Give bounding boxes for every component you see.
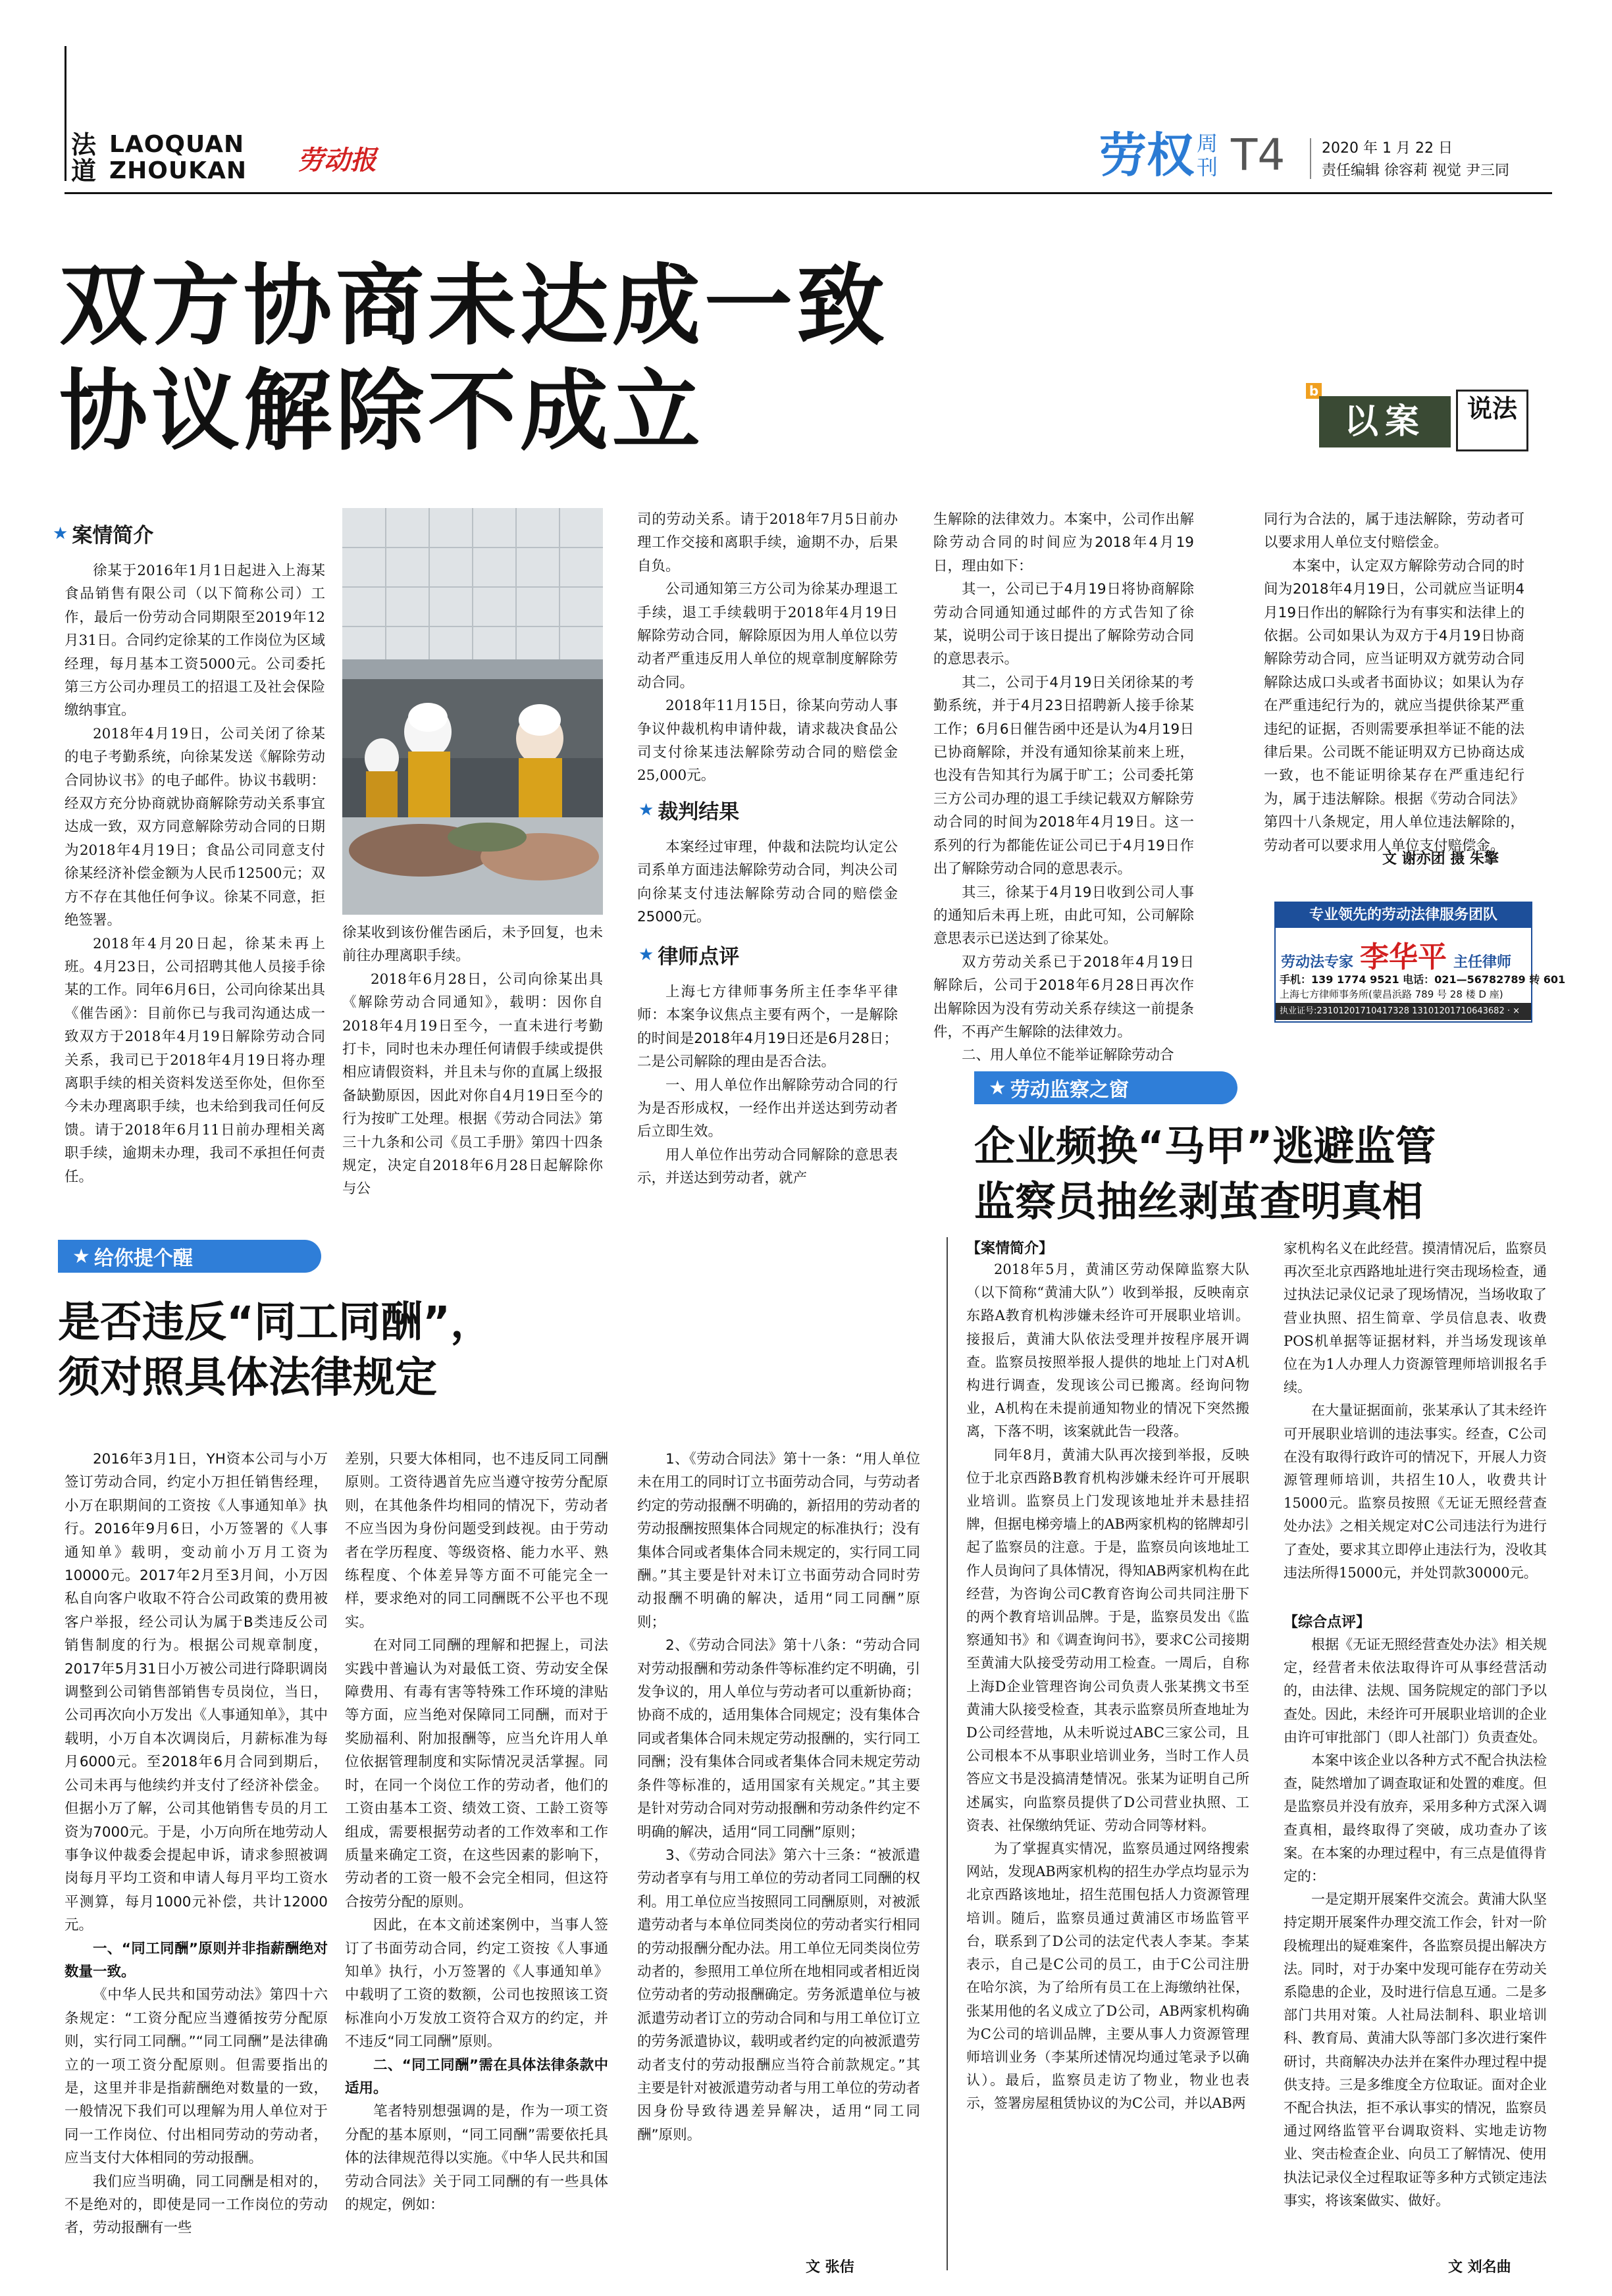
masthead-cn-1: 法 xyxy=(71,130,97,159)
paragraph: 本案中该企业以各种方式不配合执法检查，陡然增加了调查取证和处置的难度。但是监察员并没有放弃，采用多种方式深入调查真相，最终取得了突破，成功查办了该案。在本案的办理过程中，有三点是值得肯定的： xyxy=(1284,1752,1547,1885)
star-icon: ★ xyxy=(72,1244,90,1268)
column-divider xyxy=(947,1237,948,2270)
paragraph: 2018年4月20日起，徐某未再上班。4月23日，公司招聘其他人员接手徐某的工作。同年6月6日，公司向徐某出具《催告函》：目前你已与我司沟通达成一致双方于2018年4月19日解除劳动合同关系，我司已于2018年4月19日将办理离职手续的相关资料发送至你处，但你至今未办理离职手续，也未给到我司任何反馈。请于2018年6月11日前办理相关离职手续，逾期未办理，我司不承担任何责任。 xyxy=(65,935,325,1185)
paragraph: 司的劳动关系。请于2018年7月5日前办理工作交接和离职手续，逾期不办，后果自负。 xyxy=(637,511,898,574)
ad-phone: 手机：139 1774 9521 电话：021—56782789 转 601 xyxy=(1280,973,1566,986)
paragraph: 2018年5月，黄浦区劳动保障监察大队（以下简称“黄浦大队”）收到举报，反映南京东路A教育机构涉嫌未经许可开展职业培训。接报后，黄浦大队依法受理并按程序展开调查。监察员按照举报人提供的地址上门对A机构进行调查，发现该公司已搬离。经询问物业，A机构在未提前通知物业的情况下突然搬离，下落不明，该案就此告一段落。 xyxy=(966,1262,1249,1440)
tag-label: 劳动监察之窗 xyxy=(1010,1079,1129,1102)
paragraph: 本案中，认定双方解除劳动合同的时间为2018年4月19日，公司就应当证明4月19日作出的解除行为有事实和法律上的依据。公司如果认为双方于4月19日协商解除劳动合同，应当证明双方就劳动合同解除达成口头或者书面协议；如果认为存在严重违纪行为的，就应当提供徐某严重违纪的证据，否则需要承担举证不能的法律后果。公司既不能证明双方已协商达成一致，也不能证明徐某存在严重违纪行为，属于违法解除。根据《劳动合同法》第四十八条规定，用人单位违法解除的，劳动者可以要求用人单位支付赔偿金。 xyxy=(1264,557,1524,854)
lead-col-3-lawyer xyxy=(637,981,898,1204)
subheading: 一、“同工同酬”原则并非指薪酬绝对数量一致。 xyxy=(65,1940,328,1980)
paragraph: 在对同工同酬的理解和把握上，司法实践中普遍认为对最低工资、劳动安全保障费用、有毒有害等特殊工作环境的津贴等方面，应当绝对保障同工同酬，而对于奖励福利、附加报酬等，应当允许用人单位依据管理制度和实际情况灵活掌握。同时，在同一个岗位工作的劳动者，他们的工资由基本工资、绩效工资、工龄工资等组成，需要根据劳动者的工作效率和工作质量来确定工资，在这些因素的影响下，劳动者的工资一般不会完全相同，但这符合按劳分配的原则。 xyxy=(345,1637,608,1910)
paragraph: 家机构名义在此经营。摸清情况后，监察员再次至北京西路地址进行突击现场检查，通过执法记录仪记录了现场情况，当场收取了营业执照、招生简章、学员信息表、收费POS机单据等证据材料，并当场发现该单位在为1人办理人力资源管理师培训报名手续。 xyxy=(1284,1240,1547,1396)
article2-byline: 文 张佶 xyxy=(799,2256,854,2276)
paragraph: 1、《劳动合同法》第十一条：“用人单位未在用工的同时订立书面劳动合同，与劳动者约定的劳动报酬不明确的，新招用的劳动者的劳动报酬按照集体合同规定的标准执行；没有集体合同或者集体合同未规定的，实行同工同酬。”其主要是针对未订立书面劳动合同时劳动报酬不明确的解决，适用“同工同酬”原则； xyxy=(637,1451,921,1631)
paragraph: 3、《劳动合同法》第六十三条：“被派遣劳动者享有与用工单位的劳动者同工同酬的权利。用工单位应当按照同工同酬原则，对被派遣劳动者与本单位同类岗位的劳动者实行相同的劳动报酬分配办法。用工单位无同类岗位劳动者的，参照用工单位所在地相同或者相近岗位劳动者的劳动报酬确定。劳务派遣单位与被派遣劳动者订立的劳动合同和与用工单位订立的劳务派遣协议，载明或者约定的向被派遣劳动者支付的劳动报酬应当符合前款规定。”其主要是针对被派遣劳动者与用工单位的劳动者因身份导致待遇差异解决，适用“同工同酬”原则。 xyxy=(637,1847,921,2143)
subheading: 二、“同工同酬”需在具体法律条款中适用。 xyxy=(345,2056,608,2097)
article3-byline: 文 刘名曲 xyxy=(1442,2256,1511,2276)
paragraph: 在大量证据面前，张某承认了其未经许可开展职业培训的违法事实。经查，C公司在没有取得行政许可的情况下，开展人力资源管理师培训，共招生10人，收费共计15000元。监察员按照《无证无照经营查处办法》之相关规定对C公司违法行为进行了查处，要求其立即停止违法行为，没收其违法所得15000元，并处罚款30000元。 xyxy=(1284,1402,1547,1581)
brand-logo: 劳动报 xyxy=(298,145,377,176)
lead-headline-line-2: 协议解除不成立 xyxy=(59,360,705,463)
paragraph: 徐某收到该份催告函后，未予回复，也未前往办理离职手续。 xyxy=(342,925,603,965)
editors: 责任编辑 徐容莉 视觉 尹三同 xyxy=(1322,163,1509,179)
lead-col-4 xyxy=(933,508,1194,1064)
paragraph: 同行为合法的，属于违法解除，劳动者可以要求用人单位支付赔偿金。 xyxy=(1264,511,1524,551)
section-judge-label: 裁判结果 xyxy=(658,800,740,824)
article2-headline xyxy=(58,1295,492,1406)
paragraph: 2016年3月1日，YH资本公司与小万签订劳动合同，约定小万担任销售经理，小万在职期间的工资按《人事通知单》执行。2016年9月6日，小万签署的《人事通知单》载明，变动前小万月工资为10000元。2017年2月至3月间，小万因私自向客户收取不符合公司政策的费用被客户举报，经公司认为属于B类违反公司销售制度的行为。根据公司规章制度，2017年5月31日小万被公司进行降职调岗调整到公司销售部销售专员岗位，当日，公司再次向小万发出《人事通知单》，其中载明，小万自本次调岗后，月薪标准为每月6000元。至2018年6月合同到期后，公司未再与他续约并支付了经济补偿金。但据小万了解，公司其他销售专员的月工资为7000元。于是，小万向所在地劳动人事争议仲裁委会提起申诉，请求参照被调岗每月平均工资和申请人每月平均工资水平测算，每月1000元补偿，共计12000元。 xyxy=(65,1451,328,1934)
star-icon: ★ xyxy=(989,1076,1006,1100)
masthead-en-2: ZHOUKAN xyxy=(109,157,247,184)
section-name: 劳权 xyxy=(1099,127,1195,183)
lead-headline-line-1: 双方协商未达成一致 xyxy=(59,255,889,357)
paragraph: 同年8月，黄浦大队再次接到举报，反映位于北京西路B教育机构涉嫌未经许可开展职业培训。监察员上门发现该地址并未悬挂招牌，但据电梯旁墙上的AB两家机构的铭牌却引起了监察员的注意。于是，监察员向该地址工作人员询问了具体情况，得知AB两家机构在此经营，为咨询公司C教育咨询公司共同注册下的两个教育培训品牌。于是，监察员发出《监察通知书》和《调查询问书》，要求C公司接期至黄浦大队接受劳动用工检查。一周后，自称上海D企业管理咨询公司负责人张某携文书至黄浦大队接受检查，其表示监察员所查地址为D公司经营地，从未听说过ABC三家公司，且公司根本不从事职业培训业务，当时工作人员答应文书是没搞清楚情况。张某为证明自己所述属实，向监察员提供了D公司营业执照、工资表、社保缴纳凭证、劳动合同等材料。 xyxy=(966,1446,1249,1833)
article3-col-2 xyxy=(1284,1237,1547,1606)
paragraph: 《中华人民共和国劳动法》第四十六条规定：“工资分配应当遵循按劳分配原则，实行同工同酬。”“同工同酬”是法律确立的一项工资分配原则。但需要指出的是，这里并非是指薪酬绝对数量的一致，一般情况下我们可以理解为用人单位对于同一工作岗位、付出相同劳动的劳动者，应当支付大体相同的劳动报酬。 xyxy=(65,1987,328,2167)
masthead-en-1: LAOQUAN xyxy=(109,131,245,158)
lead-col-1 xyxy=(65,559,325,1217)
masthead-rule xyxy=(65,192,1552,194)
paragraph: 双方劳动关系已于2018年4月19日解除后，公司于2018年6月28日再次作出解除因为没有劳动关系存续这一前提条件，不再产生解除的法律效力。 xyxy=(933,954,1194,1040)
lawyer-ad xyxy=(1274,902,1566,1023)
paragraph: 2018年11月15日，徐某向劳动人事争议仲裁机构申请仲裁，请求裁决食品公司支付徐某违法解除劳动合同的赔偿金25,000元。 xyxy=(637,698,898,784)
article2-col-1 xyxy=(65,1448,328,2283)
lead-byline: 文 谢亦团 摄 朱擎 xyxy=(1382,851,1499,867)
paragraph: 二、用人单位不能举证解除劳动合 xyxy=(962,1047,1174,1064)
ad-address: 上海七方律师事务所(蒙昌浜路 789 号 28 楼 D 座) xyxy=(1280,988,1503,1000)
tag-reminder xyxy=(58,1240,321,1273)
weekly-1: 周 xyxy=(1197,131,1218,156)
paragraph: 其一，公司已于4月19日将协商解除劳动合同通知通过邮件的方式告知了徐某，说明公司于该日提出了解除劳动合同的意思表示。 xyxy=(933,581,1194,668)
paragraph: 2018年6月28日，公司向徐某出具《解除劳动合同通知》，载明：因你自2018年4月19日至今，一直未进行考勤打卡，同时也未办理任何请假手续或提供相应请假资料，并且未与你的直属上级报备缺勤原因，因此对你自4月19日至今的行为按旷工处理。根据《劳动合同法》第三十九条和公司《员工手册》第四十四条规定，决定自2018年6月28日起解除你与公 xyxy=(342,971,603,1198)
article3-headline-2: 监察员抽丝剥茧查明真相 xyxy=(974,1177,1424,1225)
lead-col-5 xyxy=(1264,508,1524,854)
article2-col-3 xyxy=(637,1448,920,2258)
paragraph: 2018年4月19日，公司关闭了徐某的电子考勤系统，向徐某发送《解除劳动合同协议书》的电子邮件。协议书载明：经双方充分协商就协商解除劳动关系事宜达成一致，双方同意解除劳动合同的日期为2018年4月19日；食品公司同意支付徐某经济补偿金额为人民币12500元；双方不存在其他任何争议。徐某不同意，拒绝签署。 xyxy=(65,725,325,929)
article3-headline xyxy=(974,1119,1436,1229)
ad-license: 执业证号:23101201710417328 13101201710643682 · × xyxy=(1276,1003,1531,1020)
badge-icon: b xyxy=(1306,383,1322,399)
ad-specialty: 劳动法专家 xyxy=(1281,954,1354,971)
paragraph: 2、《劳动合同法》第十八条：“劳动合同对劳动报酬和劳动条件等标准约定不明确，引发争议的，用人单位与劳动者可以重新协商；协商不成的，适用集体合同规定；没有集体合同或者集体合同未规定劳动报酬的，实行同工同酬；没有集体合同或者集体合同未规定劳动条件等标准的，适用国家有关规定。”其主要是针对劳动合同对劳动报酬和劳动条件约定不明确的解决，适用“同工同酬”原则； xyxy=(637,1637,921,1841)
article3-comment-heading: 【综合点评】 xyxy=(1284,1614,1371,1631)
issue-date: 2020 年 1 月 22 日 xyxy=(1322,140,1453,157)
paragraph: 笔者特别想强调的是，作为一项工资分配的基本原则，“同工同酬”需要依托具体的法律规范得以实施。《中华人民共和国劳动合同法》关于同工同酬的有一些具体的规定，例如： xyxy=(345,2103,608,2213)
paragraph: 公司通知第三方公司为徐某办理退工手续，退工手续载明于2018年4月19日解除劳动合同，解除原因为用人单位以劳动者严重违反用人单位的规章制度解除劳动合同。 xyxy=(637,581,898,691)
article3-headline-1: 企业频换“马甲”逃避监管 xyxy=(974,1122,1436,1170)
paragraph: 徐某于2016年1月1日起进入上海某食品销售有限公司（以下简称公司）工作，最后一份劳动合同期限至2019年12月31日。合同约定徐某的工作岗位为区域经理，每月基本工资5000元。公司委托第三方公司办理员工的招退工及社会保险缴纳事宜。 xyxy=(65,563,325,719)
paragraph: 一是定期开展案件交流会。黄浦大队坚持定期开展案件办理交流工作会，针对一阶段梳理出的疑难案件，各监察员提出解决方法。同时，对于办案中发现可能存在劳动关系隐患的企业，及时进行信息互通。二是多部门共用对策。人社局法制科、职业培训科、教育局、黄浦大队等部门多次进行案件研讨，共商解决办法并在案件办理过程中提供支持。三是多维度全方位取证。面对企业不配合执法，拒不承认事实的情况，监察员通过网络监管平台调取资料、实地走访物业、突击检查企业、向员工了解情况、使用执法记录仪全过程取证等多种方式锁定违法事实，将该案做实、做好。 xyxy=(1284,1891,1547,2208)
ad-line-1: 专业领先的劳动法律服务团队 xyxy=(1276,903,1531,928)
paragraph: 用人单位作出劳动合同解除的意思表示，并送达到劳动者，就产 xyxy=(637,1146,898,1187)
masthead-left-bar xyxy=(65,46,66,181)
masthead-cn-2: 道 xyxy=(71,156,97,186)
section-lawyer-label: 律师点评 xyxy=(658,945,740,969)
paragraph: 生解除的法律效力。本案中，公司作出解除劳动合同的时间应为2018年4月19日，理由如下： xyxy=(933,511,1194,574)
ad-lawyer-name: 李华平 xyxy=(1360,940,1447,974)
lead-col-2 xyxy=(342,921,603,1204)
case-badge xyxy=(1306,383,1536,454)
lead-headline xyxy=(59,253,889,464)
paragraph: 差别，只要大体相同，也不违反同工同酬原则。工资待遇首先应当遵守按劳分配原则，在其他条件均相同的情况下，劳动者不应当因为身份问题受到歧视。由于劳动者在学历程度、等级资格、能力水平、熟练程度、个体差异等方面不可能完全一样，要求绝对的同工同酬既不公平也不现实。 xyxy=(345,1451,608,1631)
star-icon: ★ xyxy=(638,800,654,820)
weekly-2: 刊 xyxy=(1197,155,1218,180)
paragraph: 其三，徐某于4月19日收到公司人事的通知后未再上班，由此可知，公司解除意思表示已送达到了徐某处。 xyxy=(933,884,1194,948)
badge-left: 以案 xyxy=(1319,396,1451,447)
article3-intro-heading: 【案情简介】 xyxy=(966,1240,1054,1257)
paragraph: 本案经过审理，仲裁和法院均认定公司系单方面违法解除劳动合同，判决公司向徐某支付违法解除劳动合同的赔偿金25000元。 xyxy=(637,839,898,926)
paragraph: 我们应当明确，同工同酬是相对的，不是绝对的，即使是同一工作岗位的劳动者，劳动报酬有一些 xyxy=(65,2173,328,2237)
paragraph: 根据《无证无照经营查处办法》相关规定，经营者未依法取得许可从事经营活动的，由法律、法规、国务院规定的部门予以查处。因此，未经许可开展职业培训的企业由许可审批部门（即人社部门）负责查处。 xyxy=(1284,1637,1547,1745)
article3-col-2-comment xyxy=(1284,1633,1547,2258)
badge-right: 说法 xyxy=(1467,394,1517,423)
lead-col-3-judge xyxy=(637,836,898,934)
star-icon: ★ xyxy=(638,944,654,965)
section-intro-label: 案情简介 xyxy=(72,524,154,548)
article2-headline-2: 须对照具体法律规定 xyxy=(58,1354,437,1402)
paragraph: 一、用人单位作出解除劳动合同的行为是否形成权，一经作出并送达到劳动者后立即生效。 xyxy=(637,1077,898,1140)
masthead-divider xyxy=(1310,138,1311,179)
section-heading-judge xyxy=(638,795,739,825)
section-heading-intro xyxy=(53,519,153,548)
article2-headline-1: 是否违反“同工同酬”， xyxy=(58,1298,493,1347)
paragraph: 上海七方律师事务所主任李华平律师：本案争议焦点主要有两个，一是解除的时间是2018年4月19日还是6月28日；二是公司解除的理由是否合法。 xyxy=(637,984,898,1071)
paragraph: 因此，在本文前述案例中，当事人签订了书面劳动合同，约定工资按《人事通知单》执行，小万签署的《人事通知单》中载明了工资的数额，公司也按照该工资标准向小万发放工资符合双方的约定，并不违反“同工同酬”原则。 xyxy=(345,1917,608,2051)
kitchen-photo xyxy=(342,508,603,915)
masthead-left xyxy=(71,132,282,184)
paragraph: 为了掌握真实情况，监察员通过网络搜索网站，发现AB两家机构的招生办学点均显示为北京西路该地址，招生范围包括人力资源管理培训。随后，监察员通过黄浦区市场监管平台，联系到了D公司的法定代表人李某。李某表示，自己是C公司的员工，由于C公司注册在哈尔滨，为了给所有员工在上海缴纳社保，张某用他的名义成立了D公司，AB两家机构确为C公司的培训品牌，主要从事人力资源管理师培训业务（李某所述情况均通过笔录予以确认）。最后，监察员走访了物业，物业也表示，签署房屋租赁协议的为C公司，并以AB两 xyxy=(966,1841,1249,2112)
paragraph: 其二，公司于4月19日关闭徐某的考勤系统，并于4月23日招聘新人接手徐某工作；6月6日催告函中还是认为4月19日已协商解除，并没有通知徐某前来上班，也没有告知其行为属于旷工；公司委托第三方公司办理的退工手续记载双方解除劳动合同的时间为2018年4月19日。这一系列的行为都能佐证公司已于4月19日作出了解除劳动合同的意思表示。 xyxy=(933,674,1194,878)
section-heading-lawyer xyxy=(638,940,739,969)
tag-inspection-window xyxy=(974,1071,1237,1104)
page-number: T4 xyxy=(1231,130,1286,180)
article3-col-1 xyxy=(966,1258,1249,2272)
ad-lawyer-title: 主任律师 xyxy=(1453,954,1512,971)
tag-label: 给你提个醒 xyxy=(93,1247,193,1270)
star-icon: ★ xyxy=(53,523,68,544)
article2-col-2 xyxy=(345,1448,608,2283)
lead-col-3 xyxy=(637,508,898,791)
